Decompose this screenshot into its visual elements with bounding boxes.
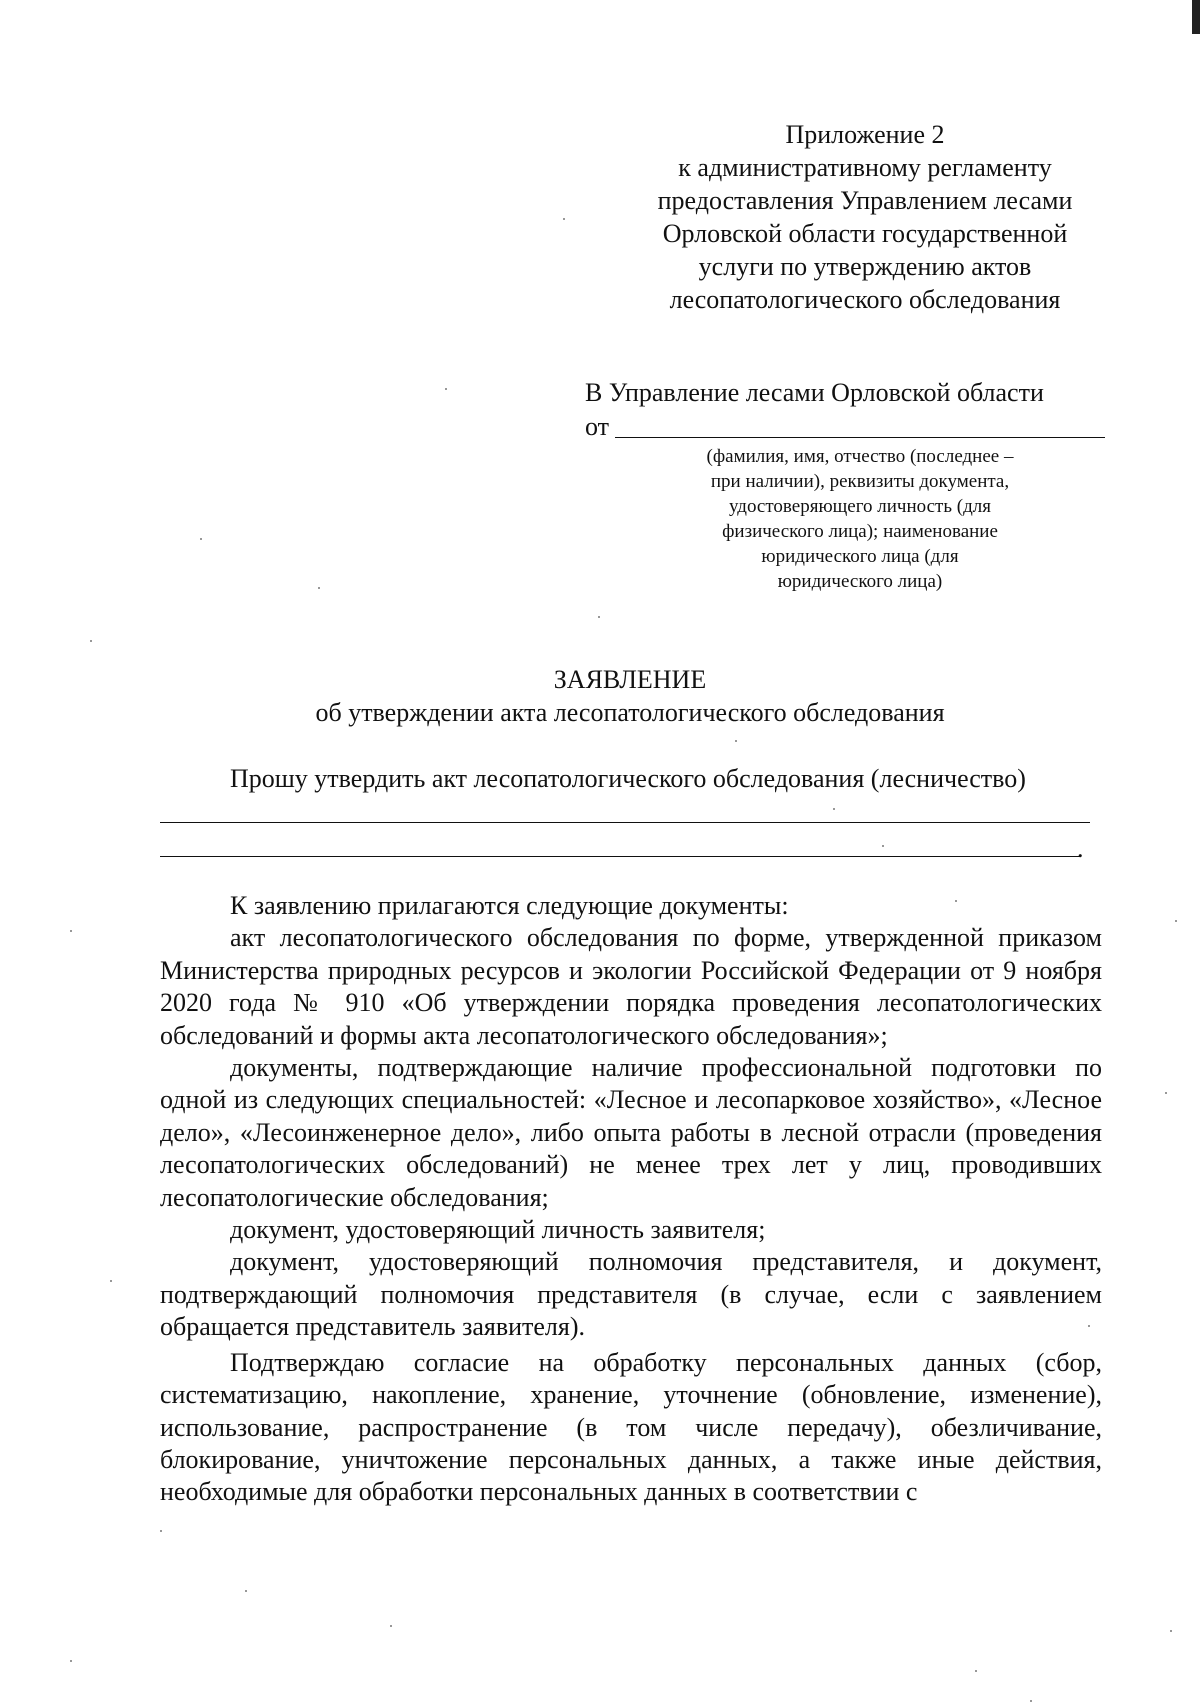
body-paragraph: акт лесопатологического обследования по форме, утвержденной приказом Министерства природных ресурсов и экологии Российской Федерации от 9 ноября 2020 года № 910 «Об утверждении порядка проведения лесопатологических обследований и формы акта лесопатологического обследования»; xyxy=(160,923,1102,1050)
scan-speck xyxy=(70,930,72,932)
document-body xyxy=(160,890,1102,1509)
annex-line: Орловской области государственной xyxy=(662,219,1068,248)
scan-speck xyxy=(1088,1325,1090,1327)
document-subtitle: об утверждении акта лесопатологического обследования xyxy=(315,698,945,727)
scan-speck xyxy=(160,1530,162,1532)
forestry-blank-line-1 xyxy=(160,822,1090,823)
scan-speck xyxy=(1030,1700,1032,1702)
body-paragraph: документы, подтверждающие наличие профессиональной подготовки по одной из следующих специальностей: «Лесное и лесопарковое хозяйство», «Лесное дело», «Лесоинженерное дело», либо опыта работы в лесной отрасли (проведения лесопатологических обследований) не менее трех лет у лиц, проводивших лесопатологические обследования; xyxy=(160,1053,1102,1212)
addressee-block xyxy=(585,376,1105,444)
scan-speck xyxy=(110,1280,112,1282)
annex-line: Приложение 2 xyxy=(785,120,945,149)
hint-line: физического лица); наименование xyxy=(722,521,998,542)
scan-speck xyxy=(955,900,957,902)
annex-line: предоставления Управлением лесами xyxy=(657,186,1073,215)
scan-speck xyxy=(318,587,320,589)
scan-speck xyxy=(975,1670,977,1672)
body-paragraph: документ, удостоверяющий полномочия представителя, и документ, подтверждающий полномочия представителя (в случае, если с заявлением обращается представитель заявителя). xyxy=(160,1247,1102,1342)
scan-speck xyxy=(390,1625,392,1627)
document-title: ЗАЯВЛЕНИЕ xyxy=(553,665,707,694)
scan-speck xyxy=(90,640,92,642)
scan-speck xyxy=(833,808,835,810)
addressee-from-row xyxy=(585,410,1105,444)
scan-edge-mark xyxy=(1192,0,1200,34)
scan-speck xyxy=(245,1590,247,1592)
scan-speck xyxy=(1170,1630,1172,1632)
blank-line-end-dot: . xyxy=(1077,834,1084,863)
from-label: от xyxy=(585,412,610,441)
scan-speck xyxy=(563,218,565,220)
scan-speck xyxy=(445,388,447,390)
from-blank-line xyxy=(615,436,1105,438)
hint-line: при наличии), реквизиты документа, xyxy=(710,471,1010,492)
annex-line: лесопатологического обследования xyxy=(669,285,1061,314)
hint-line: юридического лица (для xyxy=(761,546,959,567)
forestry-blank-line-2 xyxy=(160,856,1080,857)
annex-header xyxy=(620,118,1110,316)
addressee-to: В Управление лесами Орловской области xyxy=(585,378,1044,407)
request-line: Прошу утвердить акт лесопатологического обследования (лесничество) xyxy=(230,764,1026,793)
scan-speck xyxy=(882,845,884,847)
applicant-hint xyxy=(650,444,1070,594)
scan-speck xyxy=(1175,920,1177,922)
body-paragraph: документ, удостоверяющий личность заявителя; xyxy=(230,1215,766,1245)
hint-line: юридического лица) xyxy=(777,571,943,592)
annex-line: услуги по утверждению актов xyxy=(698,252,1032,281)
consent-paragraph: Подтверждаю согласие на обработку персональных данных (сбор, систематизацию, накопление, хранение, уточнение (обновление, изменение), использование, распространение (в том числе передачу), обезличивание, блокирование, уничтожение персональных данных, а также иные действия, необходимые для обработки персональных данных в соответствии с xyxy=(160,1347,1102,1507)
annex-line: к административному регламенту xyxy=(678,153,1052,182)
body-paragraph: К заявлению прилагаются следующие документы: xyxy=(230,891,789,920)
scan-speck xyxy=(735,740,737,742)
scan-speck xyxy=(70,1660,72,1662)
hint-line: (фамилия, имя, отчество (последнее – xyxy=(706,446,1014,467)
scan-speck xyxy=(598,616,600,618)
hint-line: удостоверяющего личность (для xyxy=(728,496,991,517)
scan-speck xyxy=(200,538,202,540)
scan-speck xyxy=(1165,1092,1167,1094)
